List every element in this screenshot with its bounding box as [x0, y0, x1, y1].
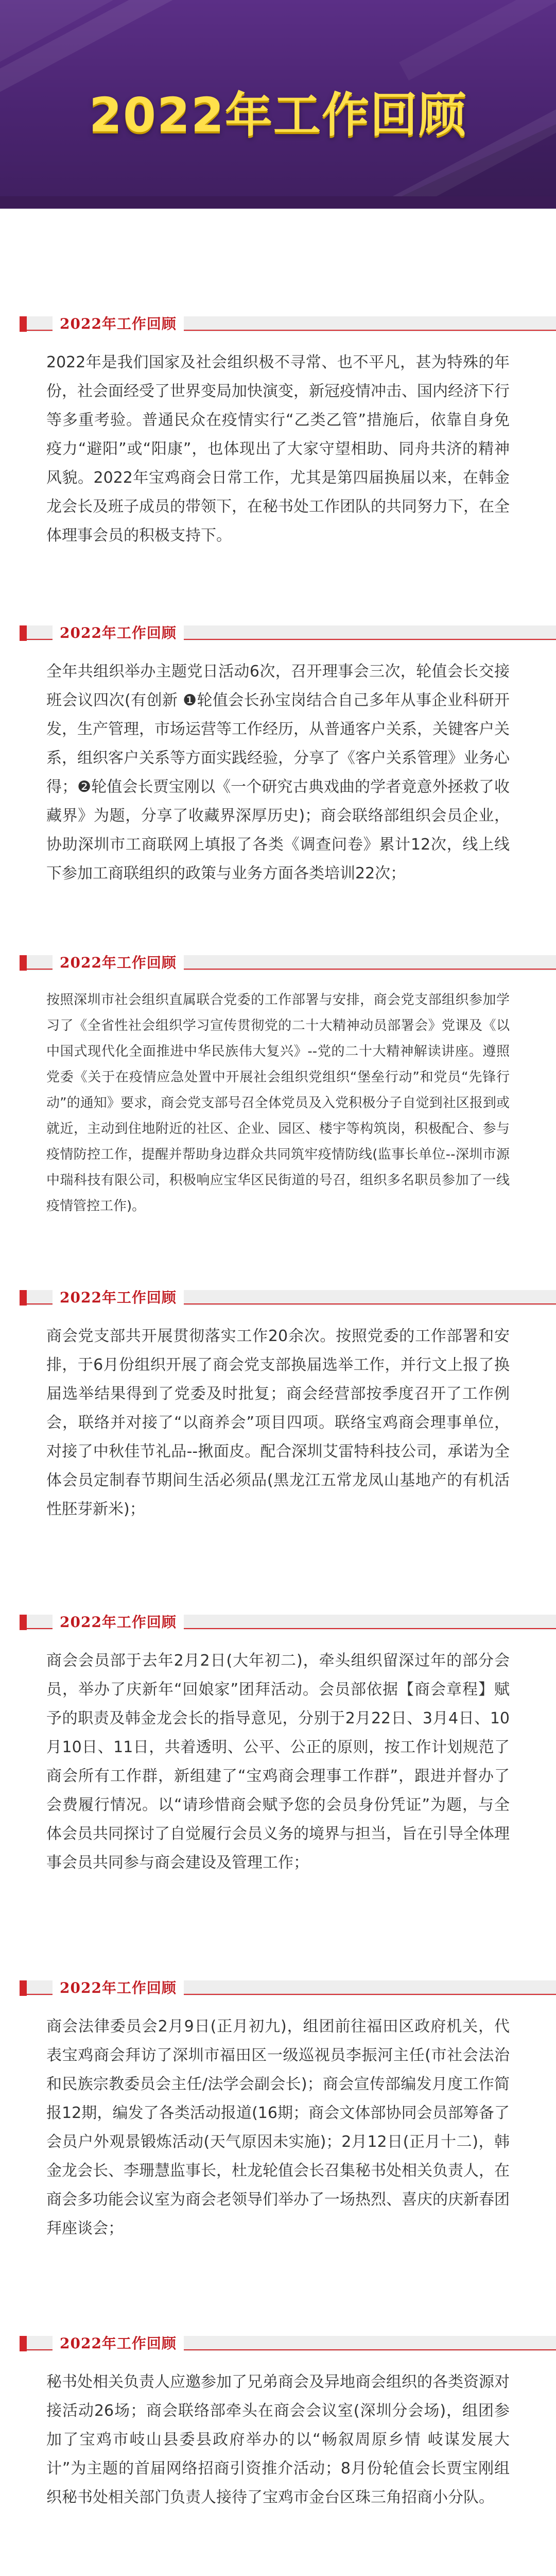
section-header-label: 2022年工作回顾: [53, 954, 184, 972]
section-body: 2022年是我们国家及社会组织极不寻常、也不平凡，甚为特殊的年份，社会面经受了世界变局加快演变，新冠疫情冲击、国内经济下行等多重考验。普通民众在疫情实行“乙类乙管”措施后，依靠自身免疫力“避阳”或“阳康”，也体现出了大家守望相助、同舟共济的精神风貌。2022年宝鸡商会日常工作，尤其是第四届换届以来，在韩金龙会长及班子成员的带领下，在秘书处工作团队的共同努力下，在全体理事会员的积极支持下。: [46, 353, 510, 545]
section-header-accent: [20, 1290, 27, 1306]
section-header-label: 2022年工作回顾: [53, 1289, 184, 1307]
review-section: [0, 309, 556, 550]
review-section: [0, 2329, 556, 2512]
section-header-accent: [20, 316, 27, 332]
section-header: [20, 309, 556, 330]
section-body: 商会党支部共开展贯彻落实工作20余次。按照党委的工作部署和安排，于6月份组织开展了商会党支部换届选举工作，并行文上报了换届选举结果得到了党委及时批复；商会经营部按季度召开了工作例会，联络并对接了“以商养会”项目四项。联络宝鸡商会理事单位，对接了中秋佳节礼品--揪面皮。配合深圳艾雷特科技公司，承诺为全体会员定制春节期间生活必须品(黑龙江五常龙凤山基地产的有机活性胚芽新米)；: [46, 1327, 510, 1518]
banner-decor-triangle: [0, 0, 113, 62]
section-body: 商会会员部于去年2月2日(大年初二)，牵头组织留深过年的部分会员，举办了庆新年“回娘家”团拜活动。会员部依据【商会章程】赋予的职责及韩金龙会长的指导意见，分别于2月22日、3月4日、10月10日、11日，共着透明、公平、公正的原则，按工作计划规范了商会所有工作群，新组建了“宝鸡商会理事工作群”，跟进并督办了会费履行情况。以“请珍惜商会赋予您的会员身份凭证”为题，与全体会员共同探讨了自觉履行会员义务的境界与担当，旨在引导全体理事会员共同参与商会建设及管理工作；: [46, 1652, 510, 1872]
section-header: [20, 948, 556, 969]
section-header-accent: [20, 1980, 27, 1996]
review-section: [0, 1973, 556, 2243]
section-header: [20, 1973, 556, 1994]
section-header: [20, 618, 556, 639]
section-header-label: 2022年工作回顾: [53, 315, 184, 333]
section-header-label: 2022年工作回顾: [53, 2335, 184, 2352]
section-header-label: 2022年工作回顾: [53, 1979, 184, 1997]
review-section: [0, 948, 556, 1219]
section-body: 秘书处相关负责人应邀参加了兄弟商会及异地商会组织的各类资源对接活动26场；商会联络部牵头在商会会议室(深圳分会场)，组团参加了宝鸡市岐山县委县政府举办的以“畅叙周原乡情 岐谋发展大计”为主题的首届网络招商引资推介活动；8月份轮值会长贾宝刚组织秘书处相关部门负责人接待了宝鸡市金台区珠三角招商小分队。: [46, 2373, 510, 2506]
section-header-label: 2022年工作回顾: [53, 1614, 184, 1631]
section-body: 全年共组织举办主题党日活动6次，召开理事会三次，轮值会长交接班会议四次(有创新 ❶轮值会长孙宝岗结合自己多年从事企业科研开发，生产管理，市场运营等工作经历，从普通客户关系，关键客户关系，组织客户关系等方面实践经验，分享了《客户关系管理》业务心得；❷轮值会长贾宝刚以《一个研究古典戏曲的学者竟意外拯救了收藏界》为题，分享了收藏界深厚历史)；商会联络部组织会员企业，协助深圳市工商联网上填报了各类《调查问卷》累计12次，线上线下参加工商联组织的政策与业务方面各类培训22次；: [46, 663, 510, 883]
section-body: 商会法律委员会2月9日(正月初九)，组团前往福田区政府机关，代表宝鸡商会拜访了深圳市福田区一级巡视员李振河主任(市社会法治和民族宗教委员会主任/法学会副会长)；商会宣传部编发月度工作简报12期，编发了各类活动报道(16期；商会文体部协同会员部筹备了会员户外观景锻炼活动(天气原因未实施)；2月12日(正月十二)，韩金龙会长、李珊慧监事长，杜龙轮值会长召集秘书处相关负责人，在商会多功能会议室为商会老领导们举办了一场热烈、喜庆的庆新春团拜座谈会；: [46, 2018, 510, 2238]
review-section: [0, 618, 556, 888]
section-header-accent: [20, 955, 27, 971]
page-title: 2022年工作回顾: [89, 88, 467, 143]
section-header: [20, 2329, 556, 2352]
header-banner: [0, 0, 556, 209]
review-section: [0, 1607, 556, 1877]
review-section: [0, 1283, 556, 1524]
section-header: [20, 1607, 556, 1631]
banner-bottom-strip: [0, 196, 556, 209]
section-header-accent: [20, 2336, 27, 2351]
section-header-accent: [20, 1615, 27, 1630]
section-header-label: 2022年工作回顾: [53, 624, 184, 642]
banner-decor-stripe: [399, 0, 556, 80]
section-header-accent: [20, 625, 27, 641]
section-body: 按照深圳市社会组织直属联合党委的工作部署与安排，商会党支部组织参加学习了《全省性社会组织学习宣传贯彻党的二十大精神动员部署会》党课及《以中国式现代化全面推进中华民族伟大复兴》--党的二十大精神解读讲座。遵照党委《关于在疫情应急处置中开展社会组织党组织“堡垒行动”和党员“先锋行动”的通知》要求，商会党支部号召全体党员及入党积极分子自觉到社区报到或就近，主动到住地附近的社区、企业、园区、楼宇等构筑岗，积极配合、参与疫情防控工作，提醒并帮助身边群众共同筑牢疫情防线(监事长单位--深圳市源中瑞科技有限公司，积极响应宝华区民街道的号召，组织多名职员参加了一线疫情管控工作)。: [46, 992, 510, 1214]
section-header: [20, 1283, 556, 1306]
